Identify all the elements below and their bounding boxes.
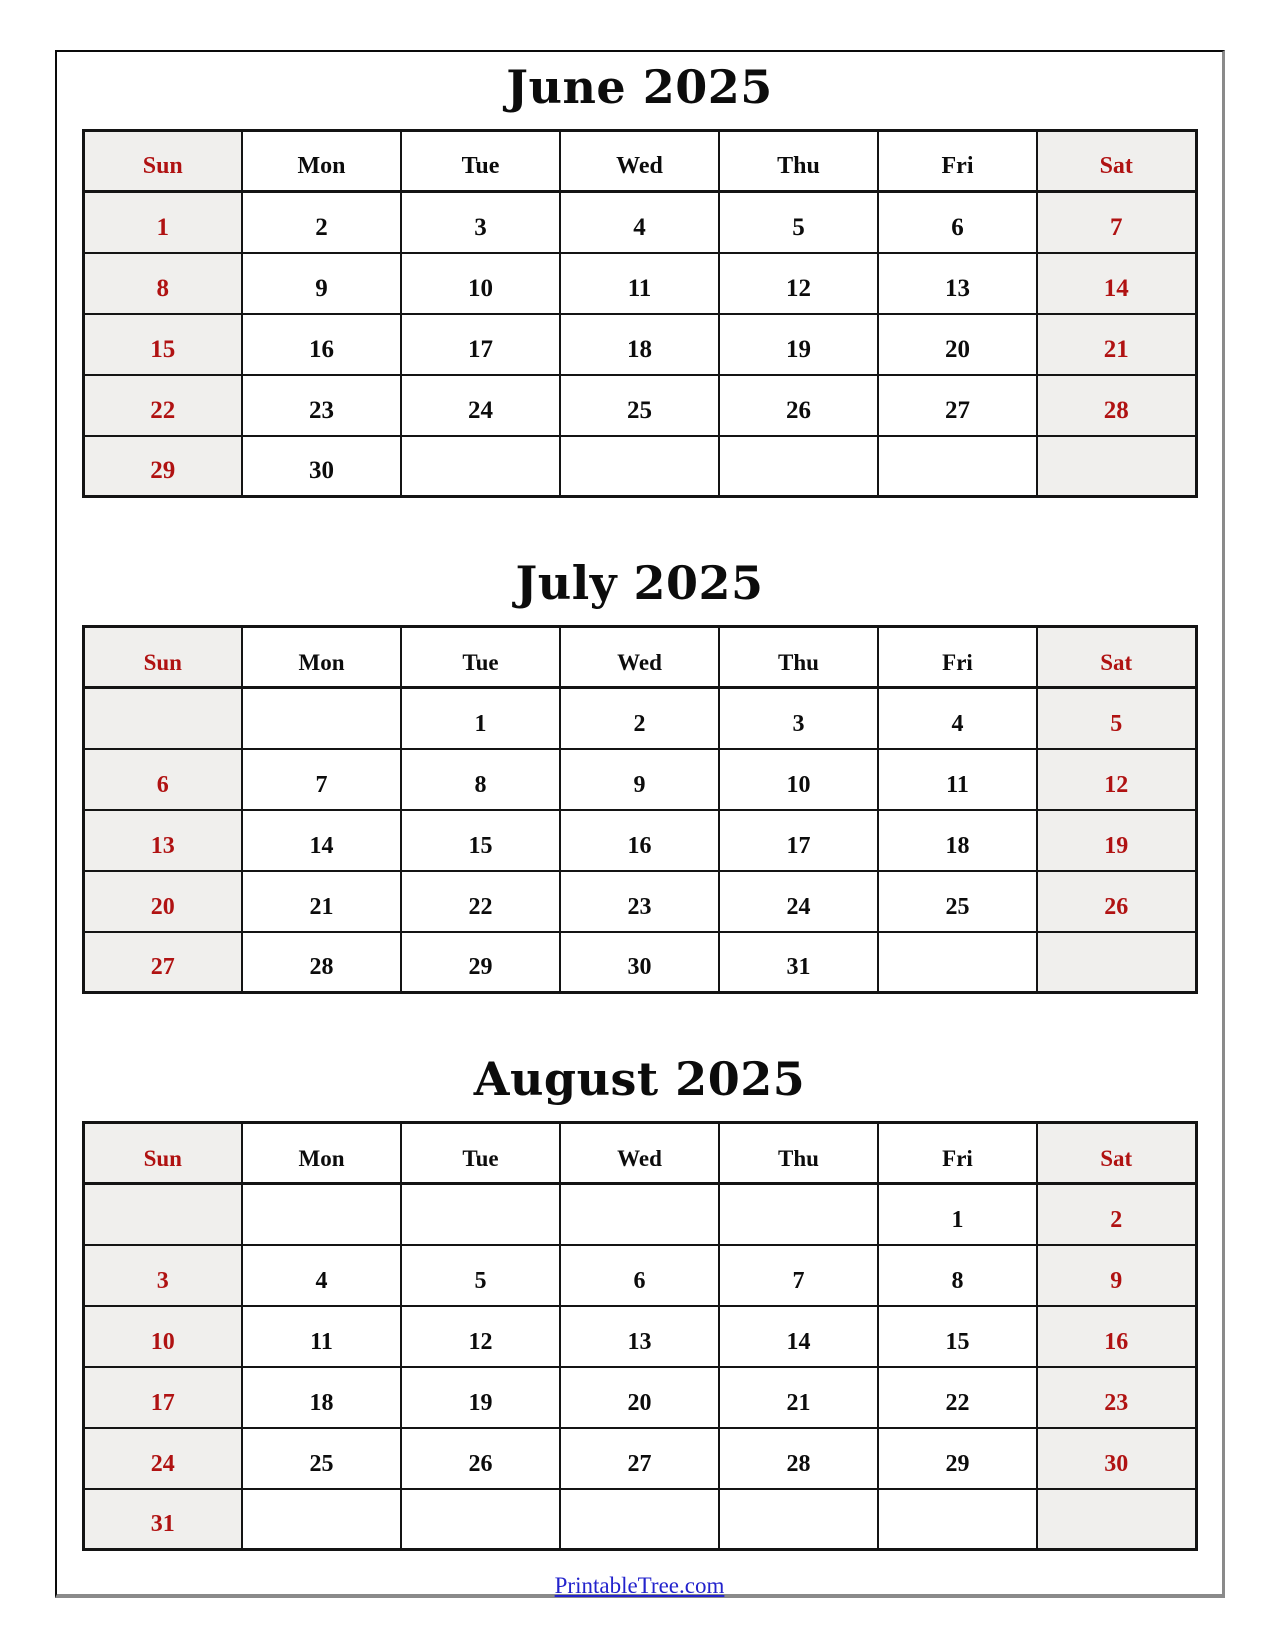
- day-cell-july-19: 19: [1037, 810, 1196, 871]
- week-row: [83, 375, 1196, 436]
- day-cell-july-15: 15: [401, 810, 560, 871]
- day-cell-june-5: 5: [719, 192, 878, 253]
- week-row: [83, 1489, 1196, 1550]
- empty-day-cell: [1037, 436, 1196, 497]
- day-header-wed: Wed: [560, 627, 719, 688]
- day-cell-july-20: 20: [83, 871, 242, 932]
- empty-day-cell: [1037, 1489, 1196, 1550]
- day-cell-august-22: 22: [878, 1367, 1037, 1428]
- day-cell-july-10: 10: [719, 749, 878, 810]
- day-cell-june-26: 26: [719, 375, 878, 436]
- day-header-mon: Mon: [242, 627, 401, 688]
- day-cell-august-16: 16: [1037, 1306, 1196, 1367]
- day-cell-july-13: 13: [83, 810, 242, 871]
- day-cell-july-24: 24: [719, 871, 878, 932]
- day-cell-july-16: 16: [560, 810, 719, 871]
- day-cell-june-12: 12: [719, 253, 878, 314]
- day-cell-june-17: 17: [401, 314, 560, 375]
- day-cell-august-3: 3: [83, 1245, 242, 1306]
- week-row: [83, 1306, 1196, 1367]
- day-header-sun: Sun: [83, 1123, 242, 1184]
- month-title-august: August 2025: [473, 1052, 806, 1106]
- day-cell-july-12: 12: [1037, 749, 1196, 810]
- day-cell-august-8: 8: [878, 1245, 1037, 1306]
- day-cell-june-23: 23: [242, 375, 401, 436]
- empty-day-cell: [401, 1489, 560, 1550]
- week-row: [83, 436, 1196, 497]
- day-cell-july-29: 29: [401, 932, 560, 993]
- empty-day-cell: [719, 1184, 878, 1245]
- day-cell-july-22: 22: [401, 871, 560, 932]
- day-cell-july-21: 21: [242, 871, 401, 932]
- day-cell-july-11: 11: [878, 749, 1037, 810]
- day-cell-july-27: 27: [83, 932, 242, 993]
- day-cell-august-19: 19: [401, 1367, 560, 1428]
- day-cell-june-2: 2: [242, 192, 401, 253]
- day-cell-july-30: 30: [560, 932, 719, 993]
- week-row: [83, 1245, 1196, 1306]
- day-cell-july-23: 23: [560, 871, 719, 932]
- day-cell-july-25: 25: [878, 871, 1037, 932]
- day-cell-june-8: 8: [83, 253, 242, 314]
- week-row: [83, 314, 1196, 375]
- empty-day-cell: [878, 436, 1037, 497]
- day-cell-july-17: 17: [719, 810, 878, 871]
- day-cell-july-26: 26: [1037, 871, 1196, 932]
- day-header-sat: Sat: [1037, 131, 1196, 192]
- month-title-june: June 2025: [506, 60, 773, 114]
- day-header-sun: Sun: [83, 131, 242, 192]
- empty-day-cell: [242, 688, 401, 749]
- week-row: [83, 749, 1196, 810]
- day-header-sat: Sat: [1037, 1123, 1196, 1184]
- month-section-august: [57, 1052, 1222, 1551]
- empty-day-cell: [242, 1184, 401, 1245]
- day-header-fri: Fri: [878, 627, 1037, 688]
- day-header-fri: Fri: [878, 1123, 1037, 1184]
- day-cell-july-7: 7: [242, 749, 401, 810]
- day-header-mon: Mon: [242, 1123, 401, 1184]
- day-cell-june-15: 15: [83, 314, 242, 375]
- day-cell-june-1: 1: [83, 192, 242, 253]
- day-cell-june-22: 22: [83, 375, 242, 436]
- day-cell-june-4: 4: [560, 192, 719, 253]
- day-header-wed: Wed: [560, 131, 719, 192]
- day-cell-july-9: 9: [560, 749, 719, 810]
- day-cell-august-5: 5: [401, 1245, 560, 1306]
- august-calendar-table: [82, 1121, 1198, 1551]
- day-cell-june-28: 28: [1037, 375, 1196, 436]
- week-row: [83, 688, 1196, 749]
- week-row: [83, 810, 1196, 871]
- day-cell-august-12: 12: [401, 1306, 560, 1367]
- day-header-tue: Tue: [401, 131, 560, 192]
- empty-day-cell: [560, 1489, 719, 1550]
- empty-day-cell: [878, 1489, 1037, 1550]
- day-cell-august-14: 14: [719, 1306, 878, 1367]
- week-row: [83, 253, 1196, 314]
- week-row: [83, 1428, 1196, 1489]
- day-cell-july-28: 28: [242, 932, 401, 993]
- week-row: [83, 932, 1196, 993]
- day-cell-june-3: 3: [401, 192, 560, 253]
- page-frame: [55, 50, 1225, 1598]
- day-cell-june-14: 14: [1037, 253, 1196, 314]
- week-row: [83, 192, 1196, 253]
- day-cell-july-6: 6: [83, 749, 242, 810]
- day-cell-august-2: 2: [1037, 1184, 1196, 1245]
- month-title-july: July 2025: [515, 556, 764, 610]
- empty-day-cell: [1037, 932, 1196, 993]
- empty-day-cell: [83, 688, 242, 749]
- empty-day-cell: [878, 932, 1037, 993]
- footer: [57, 1573, 1222, 1599]
- day-cell-august-21: 21: [719, 1367, 878, 1428]
- day-cell-august-13: 13: [560, 1306, 719, 1367]
- day-cell-august-1: 1: [878, 1184, 1037, 1245]
- day-cell-august-20: 20: [560, 1367, 719, 1428]
- day-header-sat: Sat: [1037, 627, 1196, 688]
- day-cell-august-29: 29: [878, 1428, 1037, 1489]
- week-row: [83, 1184, 1196, 1245]
- day-cell-june-9: 9: [242, 253, 401, 314]
- day-header-fri: Fri: [878, 131, 1037, 192]
- day-cell-june-29: 29: [83, 436, 242, 497]
- empty-day-cell: [242, 1489, 401, 1550]
- day-cell-june-21: 21: [1037, 314, 1196, 375]
- day-cell-july-3: 3: [719, 688, 878, 749]
- day-cell-august-11: 11: [242, 1306, 401, 1367]
- day-cell-july-31: 31: [719, 932, 878, 993]
- day-cell-august-26: 26: [401, 1428, 560, 1489]
- day-cell-august-23: 23: [1037, 1367, 1196, 1428]
- empty-day-cell: [560, 436, 719, 497]
- day-cell-june-30: 30: [242, 436, 401, 497]
- day-cell-june-13: 13: [878, 253, 1037, 314]
- day-cell-june-10: 10: [401, 253, 560, 314]
- day-cell-august-4: 4: [242, 1245, 401, 1306]
- day-cell-june-6: 6: [878, 192, 1037, 253]
- day-cell-july-5: 5: [1037, 688, 1196, 749]
- day-header-wed: Wed: [560, 1123, 719, 1184]
- week-row: [83, 871, 1196, 932]
- day-header-tue: Tue: [401, 1123, 560, 1184]
- empty-day-cell: [719, 436, 878, 497]
- footer-link[interactable]: PrintableTree.com: [554, 1573, 725, 1598]
- day-cell-august-25: 25: [242, 1428, 401, 1489]
- month-section-july: [57, 556, 1222, 994]
- day-header-thu: Thu: [719, 627, 878, 688]
- empty-day-cell: [83, 1184, 242, 1245]
- june-calendar-table: [82, 129, 1198, 498]
- month-section-june: [57, 60, 1222, 498]
- day-cell-june-11: 11: [560, 253, 719, 314]
- day-cell-august-17: 17: [83, 1367, 242, 1428]
- day-cell-august-24: 24: [83, 1428, 242, 1489]
- day-cell-june-7: 7: [1037, 192, 1196, 253]
- day-cell-june-24: 24: [401, 375, 560, 436]
- day-cell-july-4: 4: [878, 688, 1037, 749]
- day-header-thu: Thu: [719, 131, 878, 192]
- day-cell-june-19: 19: [719, 314, 878, 375]
- day-header-mon: Mon: [242, 131, 401, 192]
- day-cell-june-18: 18: [560, 314, 719, 375]
- day-cell-august-7: 7: [719, 1245, 878, 1306]
- empty-day-cell: [560, 1184, 719, 1245]
- day-cell-july-2: 2: [560, 688, 719, 749]
- day-cell-june-27: 27: [878, 375, 1037, 436]
- day-cell-august-6: 6: [560, 1245, 719, 1306]
- july-calendar-table: [82, 625, 1198, 994]
- day-cell-august-31: 31: [83, 1489, 242, 1550]
- day-cell-august-27: 27: [560, 1428, 719, 1489]
- day-cell-august-9: 9: [1037, 1245, 1196, 1306]
- day-header-tue: Tue: [401, 627, 560, 688]
- day-cell-july-8: 8: [401, 749, 560, 810]
- day-cell-june-16: 16: [242, 314, 401, 375]
- day-cell-july-18: 18: [878, 810, 1037, 871]
- empty-day-cell: [719, 1489, 878, 1550]
- day-cell-august-10: 10: [83, 1306, 242, 1367]
- day-cell-august-15: 15: [878, 1306, 1037, 1367]
- day-cell-august-28: 28: [719, 1428, 878, 1489]
- week-row: [83, 1367, 1196, 1428]
- day-cell-june-20: 20: [878, 314, 1037, 375]
- day-cell-july-14: 14: [242, 810, 401, 871]
- day-cell-august-30: 30: [1037, 1428, 1196, 1489]
- empty-day-cell: [401, 436, 560, 497]
- day-cell-june-25: 25: [560, 375, 719, 436]
- day-cell-july-1: 1: [401, 688, 560, 749]
- day-cell-august-18: 18: [242, 1367, 401, 1428]
- day-header-thu: Thu: [719, 1123, 878, 1184]
- day-header-sun: Sun: [83, 627, 242, 688]
- empty-day-cell: [401, 1184, 560, 1245]
